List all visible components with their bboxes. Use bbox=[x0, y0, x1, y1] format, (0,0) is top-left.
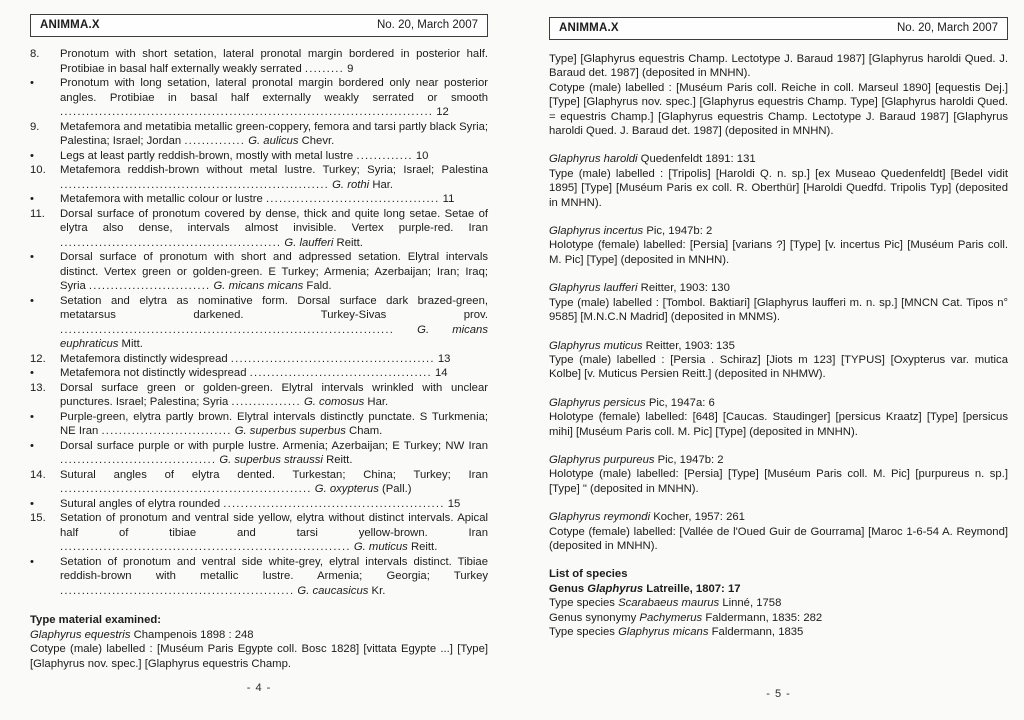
species-name: Glaphyrus muticus bbox=[549, 339, 643, 352]
couplet-number: 11. bbox=[30, 207, 45, 220]
type-entry bbox=[549, 152, 1008, 210]
leader-dots: .......................................... bbox=[249, 367, 432, 379]
journal-title: ANIMMA.X bbox=[40, 19, 100, 31]
journal-title: ANIMMA.X bbox=[559, 22, 619, 34]
couplet-number: 12. bbox=[30, 352, 46, 365]
bullet-marker: • bbox=[30, 251, 34, 263]
citation: Pic, 1947a: 6 bbox=[645, 396, 715, 409]
citation: Kocher, 1957: 261 bbox=[650, 511, 745, 524]
species-name: G. micans euphraticus bbox=[60, 323, 488, 350]
line-prefix: Genus synonymy bbox=[549, 611, 640, 624]
species-name: G. laufferi bbox=[281, 236, 334, 249]
key-item-alternative bbox=[30, 555, 488, 599]
couplet-target: 14 bbox=[431, 367, 448, 379]
bullet-marker: • bbox=[30, 555, 34, 568]
line-suffix: Faldermann, 1835 bbox=[708, 626, 804, 638]
key-text: Pronotum with short setation, lateral pronotal margin bordered in posterior half. Protibiae in basal half externally weakly serrated bbox=[60, 48, 488, 75]
leader-dots: .............. bbox=[184, 135, 246, 147]
author-abbrev: Fald. bbox=[303, 280, 332, 292]
line-suffix: Faldermann, 1835: 282 bbox=[702, 611, 823, 624]
species-list bbox=[549, 582, 1008, 640]
key-item-alternative bbox=[30, 410, 488, 439]
author-abbrev: (Pall.) bbox=[378, 483, 412, 495]
citation: Quedenfeldt 1891: 131 bbox=[637, 153, 756, 166]
key-text: Metafemora distinctly widespread bbox=[60, 352, 231, 365]
species-name: Glaphyrus purpureus bbox=[549, 453, 655, 466]
author-abbrev: Reitt. bbox=[407, 541, 438, 553]
page-right bbox=[549, 17, 1008, 717]
key-text: Metafemora not distinctly widespread bbox=[60, 367, 250, 379]
author-abbrev: Kr. bbox=[368, 584, 386, 597]
page-left bbox=[30, 14, 488, 714]
page-number-right: - 5 - bbox=[766, 688, 791, 700]
species-name: Pachymerus bbox=[639, 611, 703, 624]
type-entry-heading bbox=[549, 510, 1008, 524]
section-heading: Type material examined: bbox=[30, 614, 162, 626]
type-entry-body: Type (male) labelled : [Persia . Schiraz] [Jiots m 123] [TYPUS] [Oxypterus var. mutica Kolbe] [v. Muticus Persien Reitt.] (deposited in NHMW). bbox=[549, 353, 1008, 381]
leader-dots: ................................................................... bbox=[60, 541, 351, 553]
type-entry bbox=[549, 281, 1008, 324]
species-name: G. aulicus bbox=[245, 135, 299, 147]
author-abbrev: Mitt. bbox=[118, 338, 143, 350]
leader-dots: ...................................................... bbox=[60, 584, 295, 597]
page-header-right bbox=[549, 17, 1008, 40]
type-entry bbox=[549, 510, 1008, 553]
identification-key bbox=[30, 47, 488, 598]
couplet-number: 8. bbox=[30, 48, 40, 60]
leader-dots: ................................................... bbox=[223, 497, 445, 510]
type-entry-heading bbox=[549, 281, 1008, 295]
species-name: Glaphyrus micans bbox=[618, 626, 709, 638]
key-item bbox=[30, 207, 488, 251]
type-entries bbox=[549, 152, 1008, 553]
genus-line bbox=[549, 582, 1008, 596]
key-text: Sutural angles of elytra rounded bbox=[60, 497, 224, 510]
author-abbrev: Har. bbox=[364, 396, 389, 408]
leader-dots: ................................................... bbox=[60, 236, 282, 249]
key-text: Setation and elytra as nominative form. Dorsal surface dark brazed-green, metatarsus darkened. Turkey-Sivas prov. bbox=[60, 294, 488, 321]
citation: Pic, 1947b: 2 bbox=[643, 225, 713, 238]
key-text: Metafemora reddish-brown without metal lustre. Turkey; Syria; Israel; Palestina bbox=[60, 164, 488, 176]
species-name: Glaphyrus incertus bbox=[549, 225, 644, 238]
key-item bbox=[30, 120, 488, 149]
key-text: Pronotum with long setation, lateral pronotal margin bordered only near posterior angles. Protibiae in basal half externally weakly serrated or smooth bbox=[60, 77, 488, 104]
genus-prefix: Genus bbox=[549, 582, 588, 595]
species-name: G. oxypterus bbox=[311, 483, 379, 495]
type-entry-body: Holotype (female) labelled: [Persia] [varians ?] [Type] [v. incertus Pic] [Muséum Paris coll. M. Pic] [Type] (deposited in MNHN). bbox=[549, 239, 1008, 266]
author-abbrev: Har. bbox=[369, 178, 394, 191]
leader-dots: ............. bbox=[356, 149, 413, 162]
key-text: Dorsal surface purple or with purple lustre. Armenia; Azerbaijan; E Turkey; NW Iran bbox=[60, 439, 488, 452]
species-list-line bbox=[549, 596, 1008, 610]
key-text: Dorsal surface green or golden-green. Elytral intervals wrinkled with unclear punctures. Israel; Palestina; Syria bbox=[60, 381, 488, 408]
author-abbrev: Reitt. bbox=[322, 454, 353, 466]
key-text: Setation of pronotum and ventral side white-grey, elytral intervals distinct. Tibiae reddish-brown with metallic lustre. Armenia; Georgia; Turkey bbox=[60, 555, 488, 582]
genus-citation: Latreille, 1807: 17 bbox=[643, 582, 741, 595]
leader-dots: ............................ bbox=[88, 280, 211, 292]
type-entry-heading bbox=[30, 628, 488, 643]
couplet-target: 13 bbox=[434, 352, 451, 365]
couplet-number: 15. bbox=[30, 512, 46, 524]
key-item-alternative bbox=[30, 76, 488, 120]
key-text: Sutural angles of elytra dented. Turkestan; China; Turkey; Iran bbox=[60, 468, 488, 481]
type-entry-body: Type (male) labelled : [Tombol. Baktiari] [Glaphyrus laufferi m. n. sp.] [MNCN Cat. Tipos n° 9585] [M.N.C.N Madrid] (deposited in MNMS). bbox=[549, 296, 1008, 324]
key-item-alternative bbox=[30, 497, 488, 512]
species-name: G. muticus bbox=[350, 541, 408, 553]
type-entry-heading bbox=[549, 453, 1008, 467]
type-entry-heading bbox=[549, 396, 1008, 410]
leader-dots: ............................................................................. bbox=[60, 323, 395, 336]
species-name: Glaphyrus laufferi bbox=[549, 282, 638, 295]
key-item-alternative bbox=[30, 366, 488, 381]
bullet-marker: • bbox=[30, 497, 34, 510]
couplet-number: 9. bbox=[30, 120, 40, 133]
species-name: Glaphyrus reymondi bbox=[549, 511, 651, 524]
species-name: G. superbus straussi bbox=[216, 454, 323, 466]
species-name: G. rothi bbox=[329, 178, 370, 191]
species-list-section bbox=[549, 567, 1008, 639]
page-header-left bbox=[30, 14, 488, 37]
type-entry bbox=[30, 628, 488, 672]
key-item-alternative bbox=[30, 192, 488, 207]
leader-dots: ......... bbox=[304, 62, 344, 75]
leader-dots: .............................................................. bbox=[60, 178, 329, 191]
key-text: Metafemora and metatibia metallic green-coppery, femora and tarsi partly black Syria; Palestina; Israel; Jordan bbox=[60, 120, 489, 147]
bullet-marker: • bbox=[30, 193, 34, 205]
couplet-target: 15 bbox=[444, 497, 461, 510]
key-item bbox=[30, 352, 488, 367]
species-name: G. superbus superbus bbox=[231, 425, 346, 437]
bullet-marker: • bbox=[30, 77, 34, 89]
key-item bbox=[30, 468, 488, 497]
continued-paragraph: Type] [Glaphyrus equestris Champ. Lectotype J. Baraud 1987] [Glaphyrus haroldi Qued. J. Baraud det. 1987] (deposited in MNHN). bbox=[549, 53, 1008, 80]
type-entry-heading bbox=[549, 339, 1008, 353]
type-entry-heading bbox=[549, 152, 1008, 166]
leader-dots: .................................... bbox=[60, 454, 217, 466]
line-prefix: Type species bbox=[549, 626, 619, 638]
key-item bbox=[30, 511, 488, 555]
genus-name: Glaphyrus bbox=[587, 582, 644, 595]
key-text: Dorsal surface of pronotum with short and adpressed setation. Elytral intervals distinct. Vertex green or golden-green. E Turkey; Armenia; Azerbaijan; Iran; Iraq; Syria bbox=[60, 251, 488, 292]
author-abbrev: Chevr. bbox=[298, 135, 335, 147]
species-list-line bbox=[549, 611, 1008, 625]
type-entry-heading bbox=[549, 224, 1008, 238]
page-number-left: - 4 - bbox=[246, 682, 272, 694]
key-item-alternative bbox=[30, 250, 488, 294]
leader-dots: .............................. bbox=[101, 425, 232, 437]
species-name: G. micans micans bbox=[210, 280, 304, 292]
couplet-target: 10 bbox=[412, 149, 429, 162]
couplet-target: 9 bbox=[343, 62, 354, 75]
key-text: Dorsal surface of pronotum covered by dense, thick and quite long setae. Setae of elytra also dense, intervals almost invisible. Vertex purple-red. Iran bbox=[60, 207, 488, 234]
issue-label: No. 20, March 2007 bbox=[376, 19, 478, 31]
key-text: Metafemora with metallic colour or lustre bbox=[60, 193, 266, 205]
species-name: Scarabaeus maurus bbox=[618, 597, 720, 610]
couplet-target: 11 bbox=[439, 193, 455, 205]
species-name: Glaphyrus haroldi bbox=[549, 153, 638, 166]
bullet-marker: • bbox=[30, 439, 34, 452]
key-text: Purple-green, elytra partly brown. Elytral intervals distinctly punctate. S Turkmenia; NE Iran bbox=[60, 410, 488, 437]
type-entry-body: Type (male) labelled : [Tripolis] [Haroldi Q. n. sp.] [ex Museao Quedenfeldt] [Bedel vidit 1895] [Type] [Muséum Paris ex coll. R. Oberthür] [Haroldi Quedfd. Tripolis Typ] (deposited in MNHN). bbox=[549, 167, 1008, 209]
type-entry bbox=[549, 396, 1008, 439]
line-prefix: Type species bbox=[549, 597, 619, 610]
species-name: Glaphyrus equestris bbox=[30, 628, 131, 641]
species-name: G. comosus bbox=[300, 396, 365, 408]
leader-dots: ...................................................................................... bbox=[60, 106, 434, 118]
couplet-number: 14. bbox=[30, 468, 46, 481]
type-entry bbox=[549, 339, 1008, 382]
key-item bbox=[30, 47, 488, 76]
leader-dots: .......................................................... bbox=[60, 483, 312, 495]
couplet-number: 10. bbox=[30, 164, 46, 176]
citation: Reitter, 1903: 135 bbox=[642, 339, 735, 352]
type-entry bbox=[549, 453, 1008, 496]
type-entry-body: Cotype (female) labelled: [Vallée de l'Oued Guir de Gourrama] [Maroc 1-6-54 A. Reymond] (deposited in MNHN). bbox=[549, 525, 1008, 552]
key-item bbox=[30, 163, 488, 192]
species-name: G. caucasicus bbox=[294, 584, 369, 597]
type-entry-body: Holotype (male) labelled: [Persia] [Type] [Muséum Paris coll. M. Pic] [purpureus n. sp.] [Type] " (deposited in MNHN). bbox=[549, 468, 1008, 495]
citation: Reitter, 1903: 130 bbox=[637, 282, 730, 295]
bullet-marker: • bbox=[30, 294, 34, 307]
key-item-alternative bbox=[30, 294, 488, 352]
citation: Pic, 1947b: 2 bbox=[654, 453, 724, 466]
bullet-marker: • bbox=[30, 149, 34, 162]
type-material-section bbox=[30, 613, 488, 671]
key-item bbox=[30, 381, 488, 410]
issue-label: No. 20, March 2007 bbox=[896, 22, 998, 34]
type-entry-body: Cotype (male) labelled : [Muséum Paris Egypte coll. Bosc 1828] [vittata Egypte ...] [Type] [Glaphyrus nov. spec.] [Glaphyrus equestris Champ. bbox=[30, 643, 488, 670]
bullet-marker: • bbox=[30, 410, 34, 423]
section-heading: List of species bbox=[549, 568, 628, 581]
leader-dots: ............................................... bbox=[230, 352, 435, 365]
citation: Champenois 1898 : 248 bbox=[130, 628, 254, 641]
leader-dots: ........................................ bbox=[265, 193, 440, 205]
key-item-alternative bbox=[30, 439, 488, 468]
bullet-marker: • bbox=[30, 367, 34, 379]
author-abbrev: Reitt. bbox=[333, 236, 363, 249]
species-name: Glaphyrus persicus bbox=[549, 396, 646, 409]
couplet-number: 13. bbox=[30, 381, 46, 394]
type-entry-body: Holotype (female) labelled: [648] [Caucas. Staudinger] [persicus Kraatz] [Type] [persicus mihi] [Muséum Paris coll. M. Pic] [Type] (deposited in MNHN). bbox=[549, 411, 1008, 438]
leader-dots: ................ bbox=[231, 396, 301, 408]
key-item-alternative bbox=[30, 149, 488, 164]
species-list-line bbox=[549, 625, 1008, 639]
right-column bbox=[549, 52, 1008, 639]
author-abbrev: Cham. bbox=[345, 425, 383, 437]
key-text: Setation of pronotum and ventral side yellow, elytra without distinct intervals. Apical half of tibiae and tarsi yellow-brown. Iran bbox=[60, 512, 488, 539]
key-text: Legs at least partly reddish-brown, mostly with metal lustre bbox=[60, 149, 357, 162]
line-suffix: Linné, 1758 bbox=[719, 597, 782, 610]
couplet-target: 12 bbox=[433, 106, 449, 118]
type-entry bbox=[549, 224, 1008, 267]
cotype-paragraph: Cotype (male) labelled : [Muséum Paris coll. Reiche in coll. Marseul 1890] [equestis Dej.] [Type] [Glaphyrus nov. spec.] [Glaphyrus equestris Champ. Type] [Glaphyrus haroldi Qued. = equestris Champ.] [Glaphyrus equestris Champ. Lectotype J. Baraud 1987] [Glaphyrus haroldi Qued. J. Baraud det. 1987] (deposited in MNHN). bbox=[549, 81, 1008, 138]
